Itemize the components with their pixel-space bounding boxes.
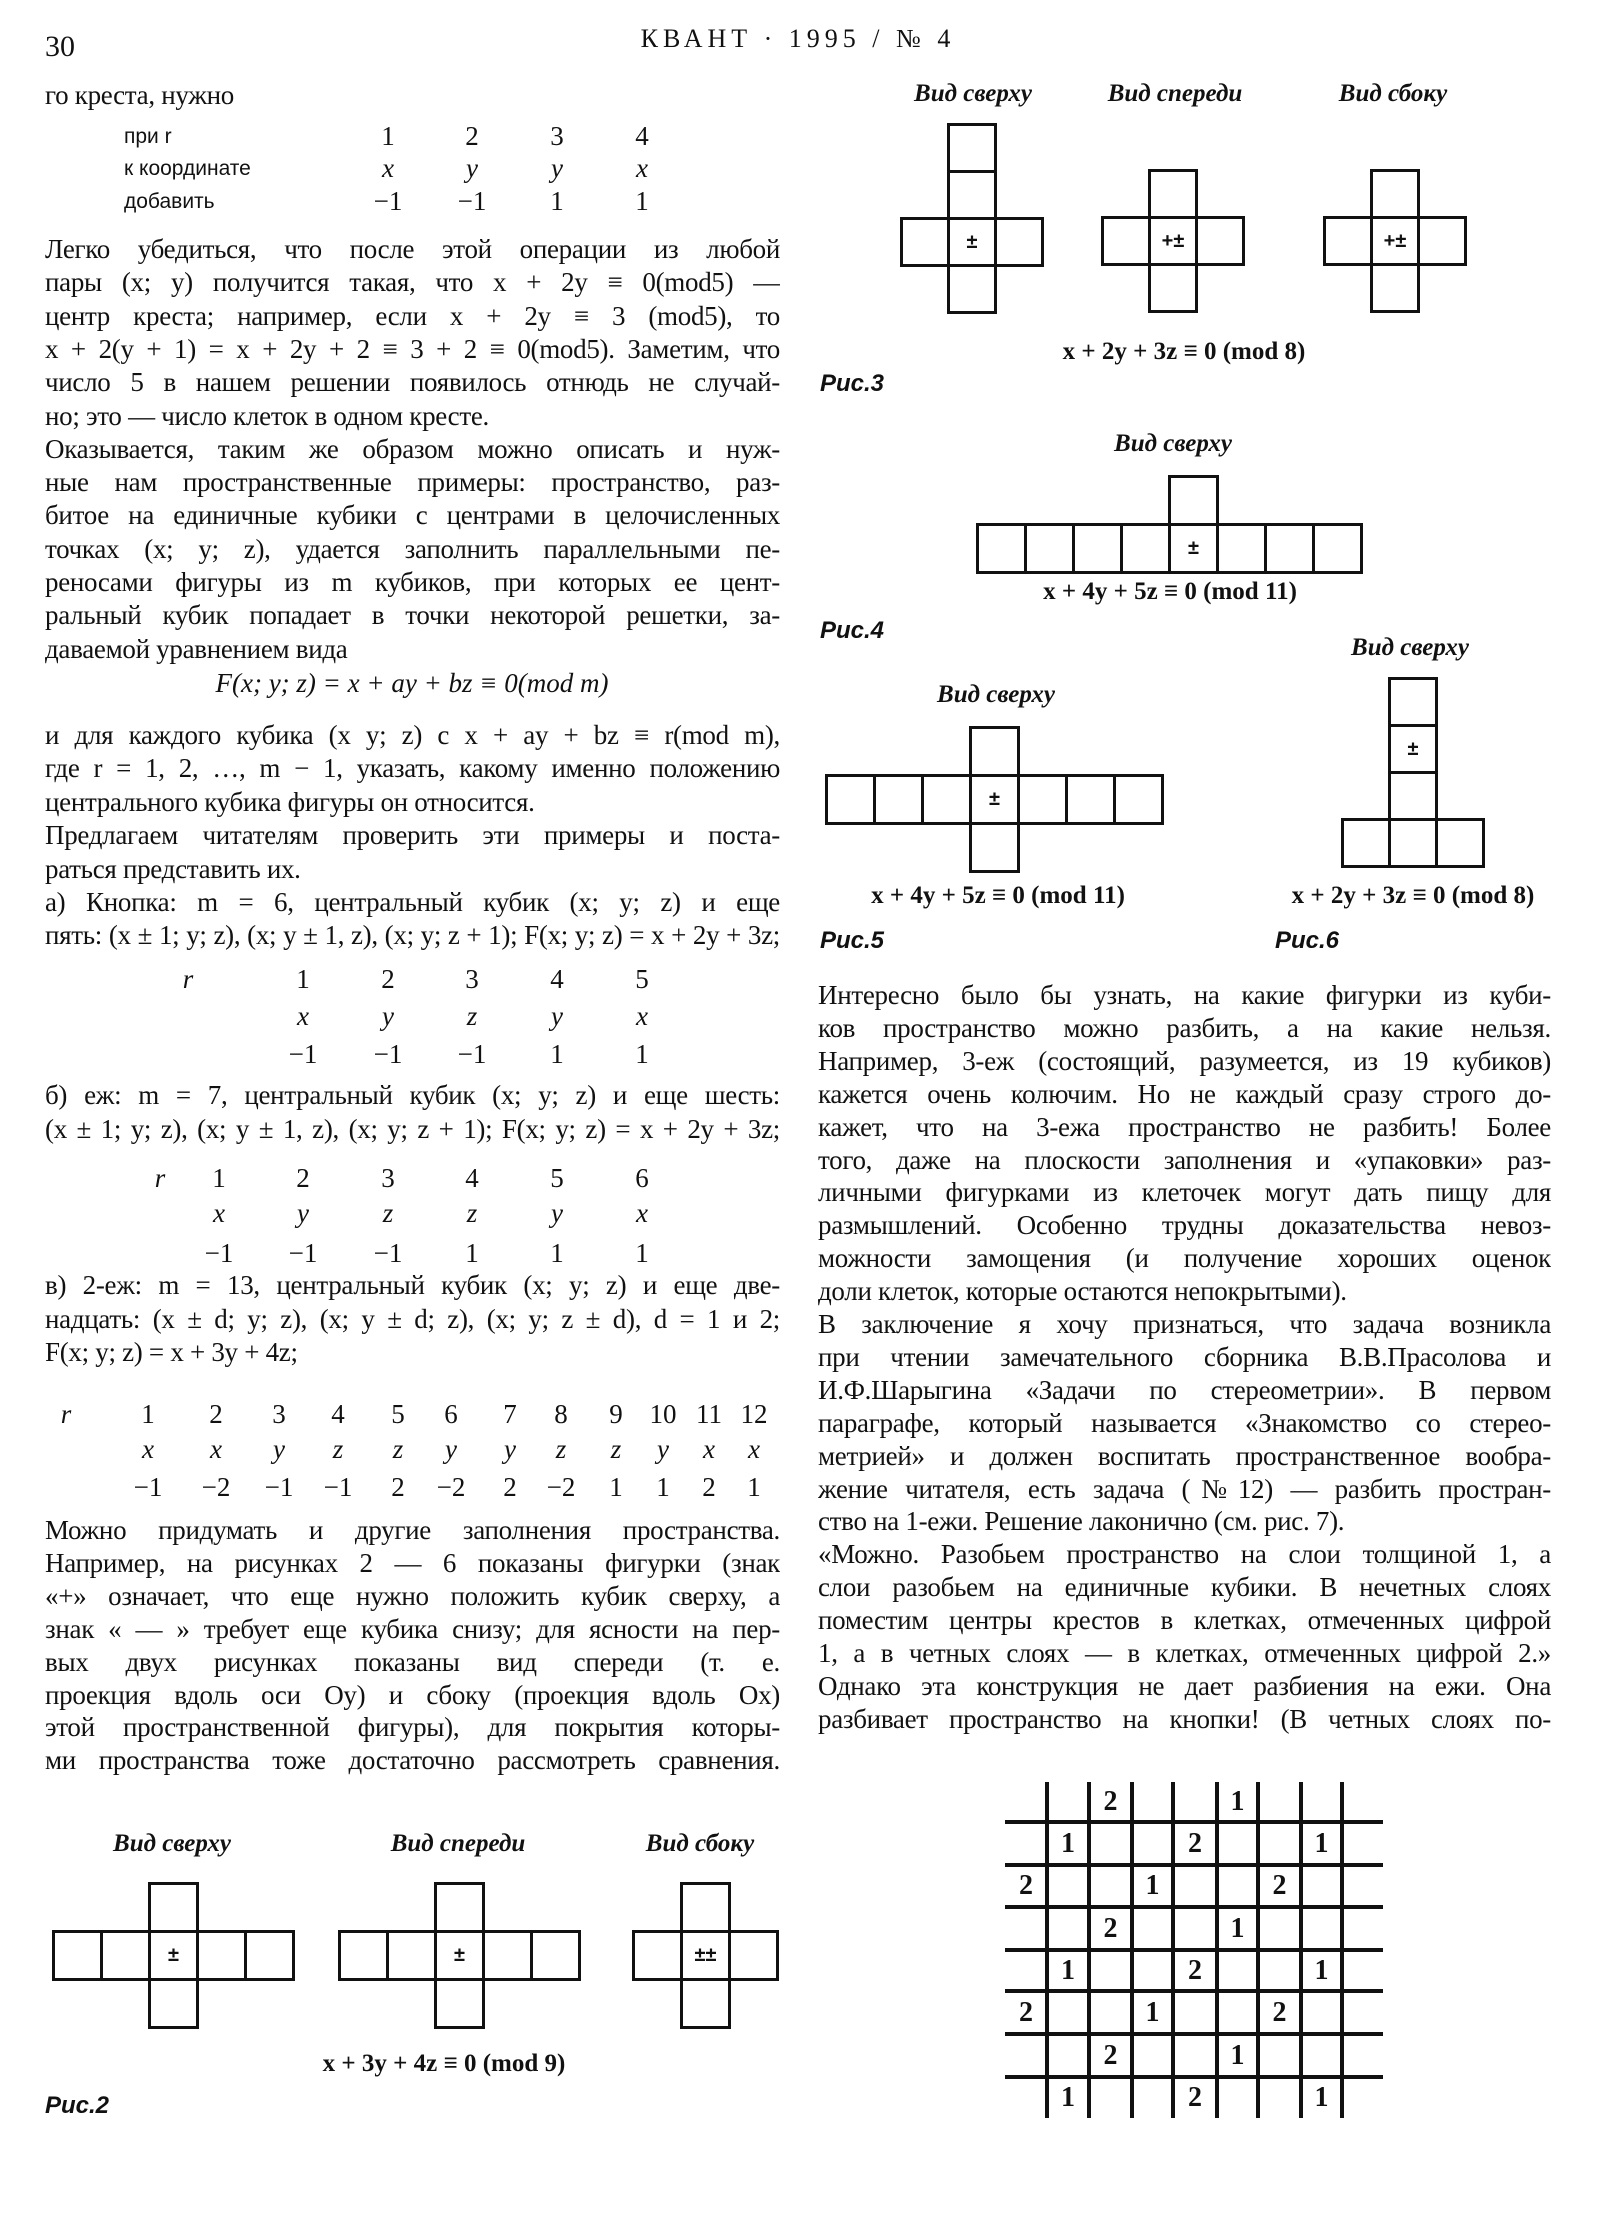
table-cell: −1 [373,1238,403,1268]
fig3-label-front: Вид спереди [1107,80,1243,107]
table-cell: 1 [381,121,395,151]
table-cell: 5 [635,964,649,994]
cube-cell [1024,523,1075,574]
table-cell: 2 [465,121,479,151]
table-cell: 1 [212,1163,226,1193]
cube-cell [1341,818,1391,868]
text-line: проекция вдоль оси Oy) и сбоку (проекция вдоль Ox) [45,1679,780,1710]
center-cube-cell [680,1930,731,1981]
text-line: ми пространства тоже достаточно рассмотреть сравнения. [45,1745,780,1776]
text-line: x + 2(y + 1) = x + 2y + 2 ≡ 3 + 2 ≡ 0(mod5). Заметим, что [45,333,780,364]
table-cell: 5 [391,1399,405,1429]
text-line: этой пространственной фигуры), для покрытия которы- [45,1712,780,1743]
cube-cell [1113,774,1164,825]
table-cell: z [466,1198,478,1228]
grid-number: 1 [1314,1827,1329,1859]
table-cell: y [551,153,563,183]
cube-cell [680,1882,731,1933]
cube-cell [1101,216,1151,266]
text-line: И.Ф.Шарыгина «Задачи по стереометрии». В первом [818,1374,1551,1405]
table-cell: y [466,153,478,183]
fig2-label-top: Вид сверху [113,1830,231,1857]
table-cell: 4 [550,964,564,994]
cube-cell [434,1882,485,1933]
cube-cell [969,822,1020,873]
table-cell: 9 [609,1399,623,1429]
table-r-label: r [154,1163,166,1193]
fig6-caption: Рис.6 [1275,927,1340,954]
table-cell: −1 [457,186,487,216]
grid-number: 2 [1019,1996,1033,2028]
table-cell: −2 [546,1472,576,1502]
text-line: кажется очень колючим. Но не каждый сразу строго до- [818,1078,1551,1109]
cube-symbol: ± [966,230,978,253]
text-line: В заключение я хочу признаться, что задача возникла [818,1309,1551,1339]
cube-cell [1417,216,1467,266]
table-cell: 2 [702,1472,716,1502]
text-line: F(x; y; z) = x + 3y + 4z; [45,1337,298,1367]
cube-cell [1017,774,1068,825]
grid-number: 1 [1314,2081,1329,2113]
text-line: ральный кубик попадает в точки некоторой решетки, за- [45,600,780,631]
fig4-formula: x + 4y + 5z ≡ 0 (mod 11) [1043,578,1297,605]
text-line: того, даже на плоскости заполнения и «упаковки» раз- [818,1144,1551,1175]
table-cell: 2 [391,1472,405,1502]
table-cell: 4 [465,1163,479,1193]
fig2-caption: Рис.2 [45,2092,110,2119]
cube-symbol: ± [454,1944,465,1966]
text-line: поместим центры крестов в клетках, отмеченных цифрой [818,1605,1551,1636]
grid-number: 2 [1103,1786,1118,1817]
cube-symbol: ± [1188,537,1199,559]
cube-cell [1370,169,1420,219]
table-cell: −1 [373,1039,403,1069]
text-line: (x ± 1; y; z), (x; y ± 1, z), (x; y; z + 1); F(x; y; z) = x + 2y + 3z; [45,1114,780,1144]
table-cell: x [636,1198,648,1228]
cube-symbol: +± [1383,229,1407,252]
table-cell: 10 [649,1399,677,1429]
grid-number: 1 [1230,1912,1245,1944]
journal-header: КВАНТ · 1995 / № 4 [640,24,956,53]
table-cell: y [273,1434,285,1464]
text-line: пять: (x ± 1; y; z), (x; y ± 1, z), (x; y; z + 1); F(x; y; z) = x + 2y + 3z; [45,920,780,951]
table-cell: 4 [331,1399,345,1429]
page-number: 30 [45,30,75,63]
cube-cell [1148,169,1198,219]
cube-cell [632,1930,683,1981]
text-line: центрального кубика фигуры он относится. [45,786,535,817]
text-line: при чтении замечательного сборника В.В.Прасолова и [818,1341,1551,1372]
table-cell: 2 [381,964,395,994]
grid-number: 2 [1272,1996,1287,2028]
text-line: Легко убедиться, что после этой операции из любой [45,234,780,264]
cube-cell [1072,523,1123,574]
table-cell: x [213,1198,225,1228]
cube-cell [1195,216,1245,266]
table-cell: 3 [272,1399,286,1429]
table-cell: y [297,1198,309,1228]
cube-cell [680,1978,731,2029]
table-cell: z [610,1434,622,1464]
fig4-label-top: Вид сверху [1114,430,1232,457]
text-line: битое на единичные кубики с центрами в целочисленных [45,500,780,531]
table-cell: 1 [609,1472,623,1502]
grid-number: 1 [1061,2081,1075,2113]
table-cell: −1 [133,1472,163,1502]
table-cell: 1 [550,1039,564,1069]
text-line: знак « — » требует еще кубика снизу; для ясности на пер- [45,1613,780,1644]
center-cube-cell [1388,724,1438,774]
cube-cell [1370,263,1420,313]
table-cell: 1 [141,1399,155,1429]
grid-line-horizontal [1005,1863,1383,1867]
cube-cell [969,726,1020,777]
table-cell: z [382,1198,394,1228]
table-cell: 1 [550,1238,564,1268]
fig3-label-side: Вид сбоку [1338,80,1448,107]
fig5-label-top: Вид сверху [937,681,1055,708]
table-cell: 7 [503,1399,517,1429]
table-cell: x [382,153,394,183]
table-cell: 4 [635,121,649,151]
center-cube-cell [969,774,1020,825]
grid-number: 1 [1061,1954,1075,1986]
text-line: вых двух рисунках показаны вид спереди (т. е. [45,1646,780,1677]
grid-number: 1 [1145,1870,1160,1901]
text-line: где r = 1, 2, …, m − 1, указать, какому именно положению [45,753,780,784]
table-cell: 1 [550,186,564,216]
text-line: Оказывается, таким же образом можно описать и нуж- [45,433,780,464]
grid-line-horizontal [1005,2075,1383,2079]
text-line: ные нам пространственные примеры: пространство, раз- [45,467,780,498]
table-row-label: добавить [124,190,215,213]
grid-number: 2 [1103,1912,1118,1944]
table-cell: 6 [635,1163,649,1193]
table-cell: 2 [503,1472,517,1502]
table-cell: 8 [554,1399,568,1429]
table-cell: z [555,1434,567,1464]
table-cell: y [504,1434,516,1464]
table-cell: y [551,1001,563,1031]
text-line: но; это — число клеток в одном кресте. [45,400,489,431]
cube-symbol: ±± [694,1944,717,1966]
table-cell: z [392,1434,404,1464]
cube-cell [825,774,876,825]
table-cell: 3 [465,964,479,994]
table-cell: z [332,1434,344,1464]
fig6-label-top: Вид сверху [1351,634,1469,661]
text-line: го креста, нужно [45,80,234,110]
fig2-formula: x + 3y + 4z ≡ 0 (mod 9) [322,2050,566,2077]
table-cell: 11 [696,1399,722,1429]
cube-cell [1065,774,1116,825]
cube-cell [900,217,950,267]
table-cell: −1 [288,1039,318,1069]
text-line: размышлений. Особенно трудны доказательства невоз- [818,1210,1551,1241]
cube-cell [1388,818,1438,868]
table-cell: x [748,1434,760,1464]
text-line: метрией» и должен воспитать пространственное вообра- [818,1440,1551,1471]
cube-cell [482,1930,533,1981]
fig3-formula: x + 2y + 3z ≡ 0 (mod 8) [1062,338,1306,365]
text-line: точках (x; y; z), удается заполнить параллельными пе- [45,533,780,564]
cube-symbol: ± [1407,737,1419,760]
table-cell: x [636,153,648,183]
cube-cell [947,123,997,173]
text-line: раться представить их. [45,853,301,884]
text-line: ство на 1-ежи. Решение лаконично (см. рис. 7). [818,1506,1345,1537]
center-cube-cell [947,217,997,267]
table-cell: 1 [656,1472,670,1502]
center-cube-cell [1370,216,1420,266]
cube-cell [921,774,972,825]
cube-cell [1168,475,1219,526]
text-line: а) Кнопка: m = 6, центральный кубик (x; y; z) и еще [45,887,780,917]
fig3-label-top: Вид сверху [914,80,1032,107]
cube-cell [947,170,997,220]
center-cube-cell [1168,523,1219,574]
cube-cell [1388,677,1438,727]
text-line: «+» означает, что еще нужно положить кубик сверху, а [45,1580,780,1611]
text-line: число 5 в нашем решении появилось отнюдь не случай- [45,367,780,398]
text-line: личными фигурками из клеточек могут дать пищу для [818,1177,1551,1208]
text-line: и для каждого кубика (x y; z) с x + ay + bz ≡ r(mod m), [45,720,780,750]
cube-cell [244,1930,295,1981]
cube-symbol: +± [1161,229,1185,252]
cube-cell [148,1978,199,2029]
table-cell: x [210,1434,222,1464]
text-line: кажет, что на 3-ежа пространство не разбить! Более [818,1111,1551,1142]
grid-number: 1 [1145,1996,1160,2028]
text-line: Однако эта конструкция не дает разбиения на ежи. Она [818,1670,1551,1701]
table-cell: y [445,1434,457,1464]
table-cell: 6 [444,1399,458,1429]
cube-cell [947,264,997,314]
fig5-formula: x + 4y + 5z ≡ 0 (mod 11) [871,882,1125,909]
table-cell: 1 [465,1238,479,1268]
fig4-caption: Рис.4 [820,617,885,644]
grid-line-horizontal [1005,1905,1383,1909]
text-line: реносами фигуры из m кубиков, при которых ее цент- [45,567,780,597]
text-line: Интересно было бы узнать, на какие фигурки из куби- [818,980,1551,1010]
text-line: ков пространство можно разбить, а на какие нельзя. [818,1012,1551,1043]
table-cell: y [382,1001,394,1031]
table-cell: x [142,1434,154,1464]
table-cell: x [297,1001,309,1031]
cube-cell [100,1930,151,1981]
cube-cell [1312,523,1363,574]
table-cell: −1 [288,1238,318,1268]
table-cell: y [657,1434,669,1464]
text-line: разбивает пространство на кнопки! (В четных слоях по- [818,1703,1551,1734]
table-cell: −1 [457,1039,487,1069]
cube-cell [338,1930,389,1981]
table-cell: −2 [201,1472,231,1502]
table-row-label: при r [124,125,172,148]
text-line: надцать: (x ± d; y; z), (x; y ± d; z), (x; y; z ± d), d = 1 и 2; [45,1303,780,1334]
cube-cell [148,1882,199,1933]
table-cell: 1 [635,186,649,216]
center-cube-cell [148,1930,199,1981]
table-row-label: к координате [124,157,251,180]
table-cell: −1 [204,1238,234,1268]
cube-cell [873,774,924,825]
table-cell: 2 [209,1399,223,1429]
text-line: даваемой уравнением вида [45,633,348,664]
table-cell: z [466,1001,478,1031]
cube-cell [386,1930,437,1981]
table-cell: 1 [296,964,310,994]
table-cell: −1 [264,1472,294,1502]
fig2-label-side: Вид сбоку [645,1830,755,1857]
grid-line-horizontal [1005,1820,1383,1824]
text-line: Можно придумать и другие заполнения пространства. [45,1515,780,1545]
text-line: 1, а в четных слоях — в клетках, отмеченных цифрой 2.» [818,1638,1551,1668]
table-cell: 1 [635,1238,649,1268]
grid-line-horizontal [1005,1989,1383,1993]
table-r-label: r [182,964,194,994]
grid-number: 2 [1188,1827,1202,1859]
table-cell: 2 [296,1163,310,1193]
grid-number: 1 [1230,2039,1245,2071]
cube-cell [1435,818,1485,868]
table-cell: y [551,1198,563,1228]
table-r-label: r [60,1399,72,1429]
text-line: б) еж: m = 7, центральный кубик (x; y; z) и еще шесть: [45,1080,780,1110]
table-cell: −2 [436,1472,466,1502]
cube-cell [1388,771,1438,821]
grid-line-horizontal [1005,2032,1383,2036]
table-cell: −1 [323,1472,353,1502]
text-line: параграфе, который называется «Знакомство со стерео- [818,1407,1551,1438]
general-formula: F(x; y; z) = x + ay + bz ≡ 0(mod m) [215,668,609,698]
fig6-formula: x + 2y + 3z ≡ 0 (mod 8) [1291,882,1535,909]
text-line: жение читателя, есть задача (№12) — разбить простран- [818,1473,1551,1504]
grid-number: 1 [1314,1954,1329,1986]
table-cell: x [703,1434,715,1464]
cube-cell [1264,523,1315,574]
cube-symbol: ± [168,1944,179,1966]
cube-cell [196,1930,247,1981]
fig2-label-front: Вид спереди [390,1830,526,1857]
grid-number: 2 [1272,1870,1287,1901]
cube-cell [994,217,1044,267]
cube-cell [1216,523,1267,574]
text-line: слои разобьем на единичные кубики. В нечетных слоях [818,1572,1551,1603]
text-line: Например, на рисунках 2 — 6 показаны фигурки (знак [45,1547,780,1578]
fig5-caption: Рис.5 [820,927,885,954]
cube-cell [52,1930,103,1981]
text-line: в) 2-еж: m = 13, центральный кубик (x; y; z) и еще две- [45,1270,780,1300]
table-cell: 3 [381,1163,395,1193]
text-line: можности замощения (и получение хороших оценок [818,1243,1551,1274]
table-cell: 12 [740,1399,768,1429]
table-cell: x [636,1001,648,1031]
cube-cell [434,1978,485,2029]
center-cube-cell [1148,216,1198,266]
table-cell: 3 [550,121,564,151]
text-line: Например, 3-еж (состоящий, разумеется, из 19 кубиков) [818,1045,1551,1076]
table-cell: −1 [373,186,403,216]
cube-cell [728,1930,779,1981]
cube-cell [1120,523,1171,574]
cube-symbol: ± [989,788,1000,810]
grid-number: 2 [1103,2039,1118,2071]
grid-number: 2 [1188,2081,1202,2113]
text-line: доли клеток, которые остаются непокрытыми). [818,1276,1347,1307]
cube-cell [530,1930,581,1981]
table-cell: 1 [747,1472,761,1502]
cube-cell [976,523,1027,574]
text-line: пары (x; y) получится такая, что x + 2y ≡ 0(mod5) — [45,267,780,298]
table-cell: 5 [550,1163,564,1193]
text-line: центр креста; например, если x + 2y ≡ 3 (mod5), то [45,300,780,331]
grid-number: 1 [1230,1786,1245,1817]
grid-number: 2 [1019,1870,1033,1901]
grid-line-horizontal [1005,1948,1383,1952]
grid-number: 1 [1061,1827,1075,1859]
grid-number: 2 [1188,1954,1202,1986]
cube-cell [1148,263,1198,313]
table-cell: 1 [635,1039,649,1069]
text-line: Предлагаем читателям проверить эти примеры и поста- [45,820,780,851]
fig3-caption: Рис.3 [820,370,885,397]
center-cube-cell [434,1930,485,1981]
text-line: «Можно. Разобьем пространство на слои толщиной 1, а [818,1539,1551,1570]
cube-cell [1323,216,1373,266]
